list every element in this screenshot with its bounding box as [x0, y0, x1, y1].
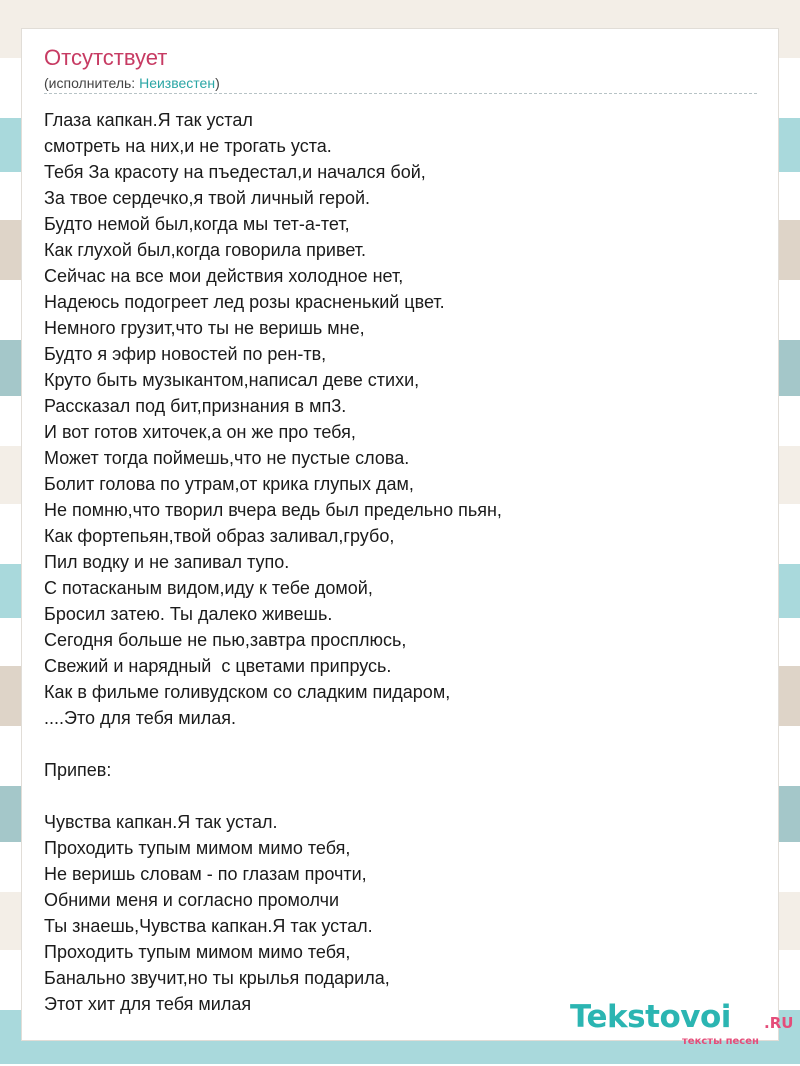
- watermark-tld: .RU: [764, 1014, 794, 1032]
- lyrics-card: [21, 28, 794, 1047]
- artist-prefix: (исполнитель:: [44, 75, 140, 91]
- artist-suffix: ): [215, 75, 220, 91]
- lyrics-text: Глаза капкан.Я так устал смотреть на них,и не трогать уста. Тебя За красоту на пъедестал,и начался бой, За твое сердечко,я твой личный герой. Будто немой был,когда мы тет-а-тет, Как глухой был,когда говорила привет. Сейчас на все мои действия холодное нет, Надеюсь подогреет лед розы красненький цвет. Немного грузит,что ты не веришь мне, Будто я эфир новостей по рен-тв, Круто быть музыкантом,написал деве стихи, Рассказал под бит,признания в мп3. И вот готов хиточек,а он же про тебя, Может тогда поймешь,что не пустые слова. Болит голова по утрам,от крика глупых дам, Не помню,что творил вчера ведь был предельно пьян, Как фортепьян,твой образ заливал,грубо, Пил водку и не запивал тупо. С потасканым видом,иду к тебе домой, Бросил затею. Ты далеко живешь. Сегодня больше не пью,завтра просплюсь, Свежий и нарядный с цветами припрусь. Как в фильме голивудском со сладким пидаром, ....Это для тебя милая. Припев: Чувства капкан.Я так устал. Проходить тупым мимом мимо тебя, Не веришь словам - по глазам прочти, Обними меня и согласно промолчи Ты знаешь,Чувства капкан.Я так устал. Проходить тупым мимом мимо тебя, Банально звучит,но ты крылья подарила, Этот хит для тебя милая: [44, 110, 502, 1014]
- artist-line: [44, 75, 220, 91]
- dashed-divider: [44, 93, 757, 94]
- song-title: Отсутствует: [44, 45, 168, 70]
- watermark-name: Tekstovoi: [570, 999, 731, 1035]
- site-watermark: [570, 999, 795, 1049]
- artist-link[interactable]: Неизвестен: [139, 75, 216, 91]
- watermark-tagline: тексты песен: [682, 1036, 759, 1047]
